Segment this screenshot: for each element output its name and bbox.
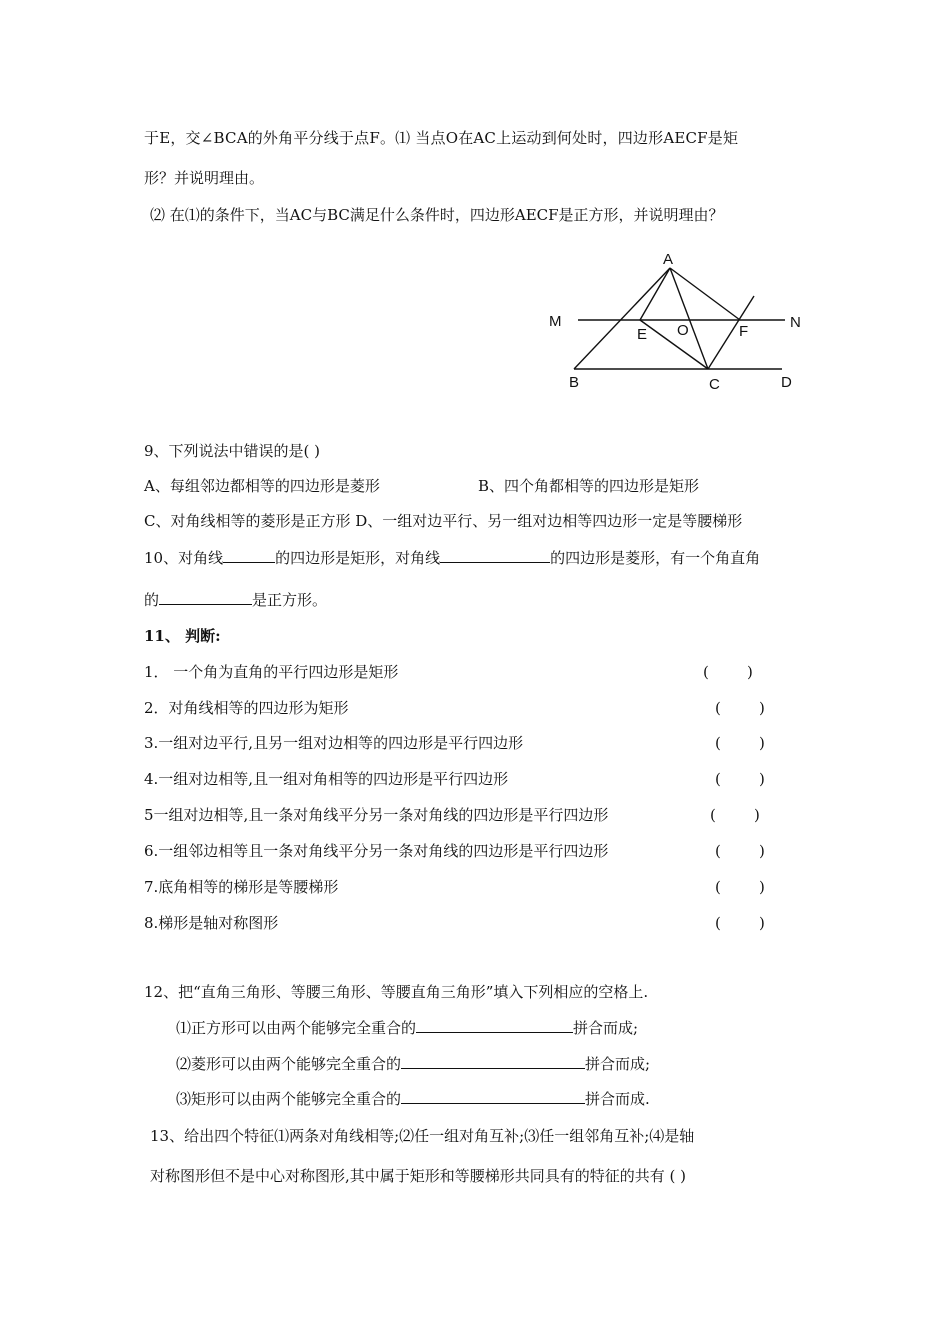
label-b: B bbox=[569, 374, 580, 391]
q11-answer-8[interactable]: ( ) bbox=[715, 914, 765, 932]
problem8-line2: 形？并说明理由。 bbox=[144, 169, 265, 187]
q11-item-4: 4.一组对边相等,且一组对角相等的四边形是平行四边形 bbox=[144, 770, 509, 788]
segment-ab bbox=[574, 268, 670, 369]
q12-item-1-text: ⑴正方形可以由两个能够完全重合的 bbox=[176, 1019, 417, 1037]
q11-answer-6[interactable]: ( ) bbox=[715, 842, 765, 860]
q10-text-5: 是正方形。 bbox=[252, 591, 328, 609]
q10-blank-2[interactable] bbox=[440, 548, 550, 563]
q10-text-4: 的 bbox=[144, 591, 160, 609]
q11-item-8: 8.梯形是轴对称图形 bbox=[144, 914, 279, 932]
label-n: N bbox=[790, 314, 801, 331]
q11-answer-7[interactable]: ( ) bbox=[715, 878, 765, 896]
label-o: O bbox=[677, 322, 689, 339]
q12-blank-3[interactable] bbox=[401, 1089, 585, 1104]
q13-line2: 对称图形但不是中心对称图形,其中属于矩形和等腰梯形共同具有的特征的共有 ( ) bbox=[150, 1167, 687, 1185]
segment-ac bbox=[670, 268, 708, 369]
q9-option-cd: C、对角线相等的菱形是正方形 D、一组对边平行、另一组对边相等四边形一定是等腰梯形 bbox=[144, 512, 743, 530]
q11-answer-3[interactable]: ( ) bbox=[715, 734, 765, 752]
q12-blank-1[interactable] bbox=[416, 1018, 573, 1033]
q10-blank-1[interactable] bbox=[223, 548, 275, 563]
label-e: E bbox=[637, 326, 648, 343]
q10-blank-3[interactable] bbox=[159, 590, 252, 605]
q10-text-2: 的四边形是矩形，对角线 bbox=[275, 549, 441, 567]
q11-answer-5[interactable]: ( ) bbox=[710, 806, 760, 824]
q12-item-3-text: ⑶矩形可以由两个能够完全重合的 bbox=[176, 1090, 402, 1108]
q9-option-b: B、四个角都相等的四边形是矩形 bbox=[478, 477, 700, 495]
q12-item-2-text: ⑵菱形可以由两个能够完全重合的 bbox=[176, 1055, 402, 1073]
label-d: D bbox=[781, 374, 792, 391]
problem8-line3: ⑵ 在⑴的条件下，当AC与BC满足什么条件时，四边形AECF是正方形，并说明理由？ bbox=[150, 206, 724, 224]
q12-item-2-suffix: 拼合而成; bbox=[585, 1055, 651, 1073]
q11-item-3: 3.一组对边平行,且另一组对边相等的四边形是平行四边形 bbox=[144, 734, 524, 752]
q11-answer-1[interactable]: ( ) bbox=[703, 663, 753, 681]
label-m: M bbox=[549, 313, 562, 330]
q12-item-1 bbox=[176, 1018, 638, 1038]
q11-item-1: 1． 一个角为直角的平行四边形是矩形 bbox=[144, 663, 399, 681]
q11-item-6: 6.一组邻边相等且一条对角线平分另一条对角线的四边形是平行四边形 bbox=[144, 842, 609, 860]
problem8-line1: 于E，交∠BCA的外角平分线于点F。⑴ 当点O在AC上运动到何处时，四边形AECF是矩 bbox=[144, 129, 739, 147]
q13-line1: 13、给出四个特征⑴两条对角线相等;⑵任一组对角互补;⑶任一组邻角互补;⑷是轴 bbox=[150, 1127, 695, 1145]
q12-item-3-suffix: 拼合而成. bbox=[585, 1090, 650, 1108]
q9-option-a: A、每组邻边都相等的四边形是菱形 bbox=[144, 477, 380, 495]
q10-text-1: 10、对角线 bbox=[144, 549, 224, 567]
q10-line2 bbox=[144, 590, 327, 610]
q12-stem: 12、把“直角三角形、等腰三角形、等腰直角三角形”填入下列相应的空格上. bbox=[144, 983, 649, 1001]
q12-item-1-suffix: 拼合而成; bbox=[573, 1019, 639, 1037]
q11-item-7: 7.底角相等的梯形是等腰梯形 bbox=[144, 878, 339, 896]
q11-item-2: 2．对角线相等的四边形为矩形 bbox=[144, 699, 349, 717]
q10-text-3: 的四边形是菱形，有一个角直角 bbox=[550, 549, 761, 567]
q11-title: 11、 判断: bbox=[144, 627, 221, 645]
q10-line1 bbox=[144, 548, 760, 568]
q12-blank-2[interactable] bbox=[401, 1054, 585, 1069]
q11-answer-2[interactable]: ( ) bbox=[715, 699, 765, 717]
label-f: F bbox=[739, 323, 749, 340]
q11-answer-4[interactable]: ( ) bbox=[715, 770, 765, 788]
q9-stem: 9、下列说法中错误的是( ) bbox=[144, 442, 321, 460]
label-c: C bbox=[709, 376, 720, 393]
label-a: A bbox=[663, 251, 674, 268]
q11-item-5: 5一组对边相等,且一条对角线平分另一条对角线的四边形是平行四边形 bbox=[144, 806, 609, 824]
segment-ec bbox=[640, 320, 708, 369]
q12-item-3 bbox=[176, 1089, 650, 1109]
q12-item-2 bbox=[176, 1054, 650, 1074]
